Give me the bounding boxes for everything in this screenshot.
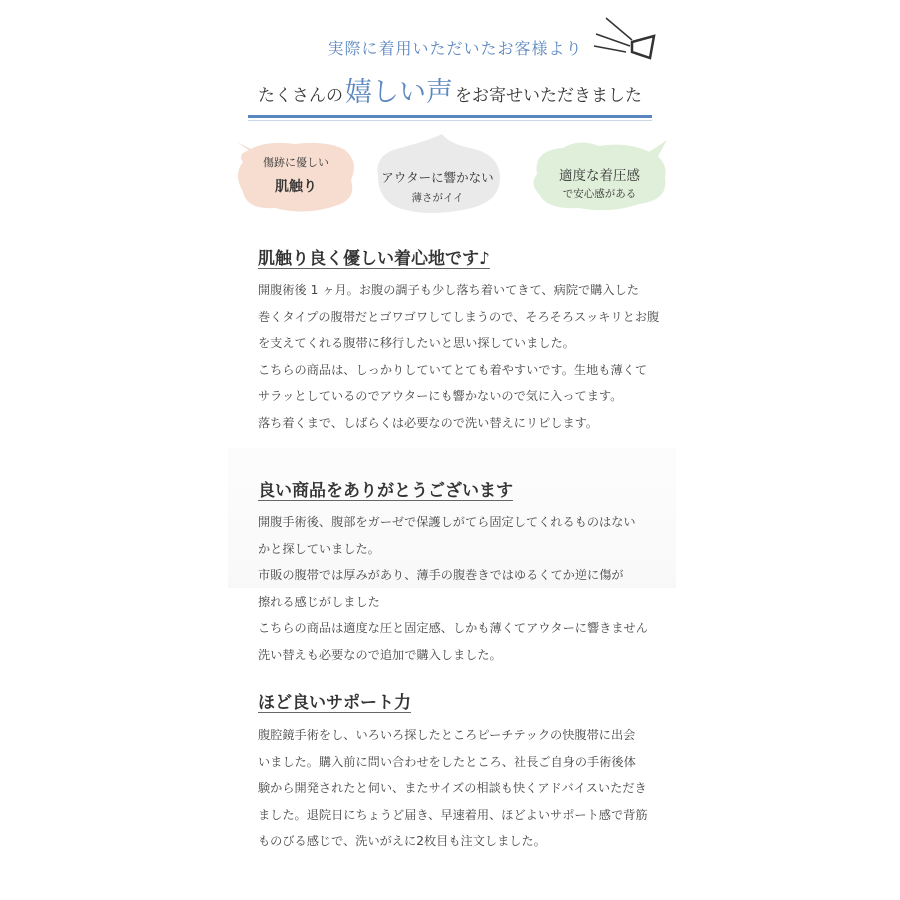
review-heading-2: 良い商品をありがとうございます bbox=[258, 481, 513, 501]
review-body-3 bbox=[258, 722, 658, 855]
header-subtitle bbox=[0, 36, 900, 59]
review-line: いました。購入前に問い合わせをしたところ、社長ご自身の手術後体 bbox=[258, 754, 636, 769]
review-heading-1: 肌触り良く優しい着心地です♪ bbox=[258, 249, 490, 269]
title-prefix: たくさんの bbox=[258, 86, 343, 106]
bubble-soft-touch-line2: 肌触り bbox=[275, 179, 317, 195]
review-line: 験から開発されたと伺い、またサイズの相談も快くアドバイスいただき bbox=[258, 781, 647, 795]
review-line: ものびる感じで、洗いがえに2枚目も注文しました。 bbox=[258, 834, 546, 848]
review-line: 擦れる感じがしました bbox=[258, 594, 380, 609]
review-line: 巻くタイプの腹帯だとゴワゴワしてしまうので、そろそろスッキリとお腹 bbox=[258, 309, 660, 324]
review-body-1 bbox=[258, 277, 658, 436]
review-line: サラッとしているのでアウターにも響かないので気に入ってます。 bbox=[258, 389, 623, 403]
bubble-thin-line1: アウターに響かない bbox=[381, 170, 494, 185]
bubble-compression-line2: で安心感がある bbox=[562, 188, 637, 200]
bubble-compression bbox=[527, 138, 672, 214]
review-line: 腹腔鏡手術をし、いろいろ探したところピーチテックの快腹帯に出会 bbox=[258, 728, 636, 742]
title-divider bbox=[248, 115, 652, 118]
review-line: 開腹術後 1 ヶ月。お腹の調子も少し落ち着いてきて、病院で購入した bbox=[258, 283, 639, 297]
title-suffix: をお寄せいただきました bbox=[455, 86, 642, 106]
bubble-thin-line2: 薄さがイイ bbox=[411, 192, 464, 204]
review-line: こちらの商品は、しっかりしていてとても着やすいです。生地も薄くて bbox=[258, 362, 648, 377]
title-emphasis: 嬉しい声 bbox=[345, 77, 453, 108]
main-title bbox=[0, 70, 900, 109]
bubble-thin bbox=[370, 132, 505, 216]
review-line: 洗い替えも必要なので追加で購入しました。 bbox=[258, 647, 502, 662]
review-line: を支えてくれる腹帯に移行したいと思い探していました。 bbox=[258, 336, 575, 350]
header-subtitle-text: 実際に着用いただいたお客様より bbox=[327, 39, 583, 58]
title-divider-thin bbox=[248, 120, 652, 121]
bubble-compression-line1: 適度な着圧感 bbox=[559, 168, 640, 184]
review-heading-3: ほど良いサポート力 bbox=[258, 693, 411, 713]
review-line: 市販の腹帯では厚みがあり、薄手の腹巻きではゆるくてか逆に傷が bbox=[258, 568, 624, 582]
review-line: 落ち着くまで、しばらくは必要なので洗い替えにリピします。 bbox=[258, 415, 599, 430]
bubble-soft-touch bbox=[235, 140, 357, 214]
review-line: かと探していました。 bbox=[258, 541, 380, 556]
review-body-2 bbox=[258, 509, 658, 668]
bubble-soft-touch-line1: 傷跡に優しい bbox=[263, 156, 329, 169]
review-line: こちらの商品は適度な圧と固定感、しかも薄くてアウターに響きません bbox=[258, 621, 648, 635]
megaphone-icon bbox=[588, 12, 658, 62]
review-line: ました。退院日にちょうど届き、早速着用、ほどよいサポート感で背筋 bbox=[258, 807, 648, 822]
review-line: 開腹手術後、腹部をガーゼで保護しがてら固定してくれるものはない bbox=[258, 515, 636, 529]
